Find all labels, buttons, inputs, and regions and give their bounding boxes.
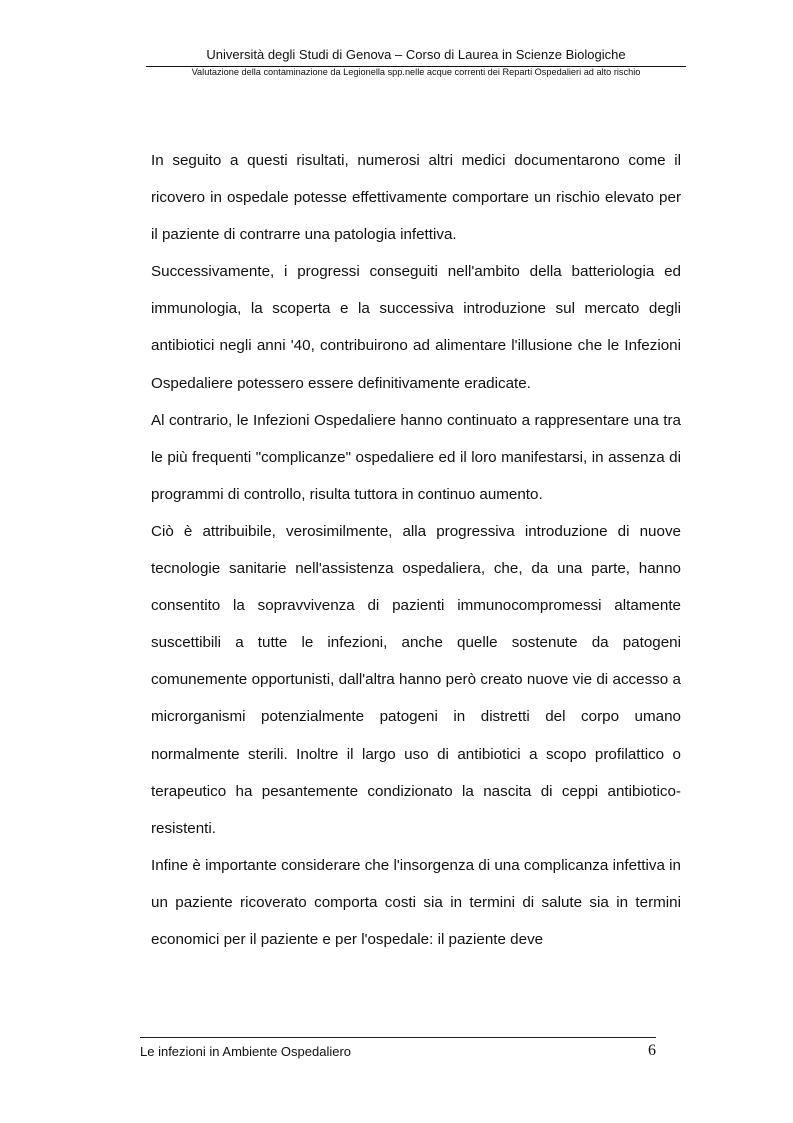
paragraph: In seguito a questi risultati, numerosi altri medici documentarono come il ricovero in ospedale potesse effettivamente comportare un rischio elevato per il paziente di contrarre una patologia infettiva.: [151, 152, 681, 244]
paragraph: Al contrario, le Infezioni Ospedaliere hanno continuato a rappresentare una tra le più frequenti "complicanze" ospedaliere ed il loro manifestarsi, in assenza di programmi di controllo, risulta tuttora in continuo aumento.: [151, 411, 681, 503]
paragraph: Successivamente, i progressi conseguiti nell'ambito della batteriologia ed immunologia, la scoperta e la successiva introduzione sul mercato degli antibiotici negli anni '40, contribuirono ad alimentare l'illusione che le Infezioni Ospedaliere potessero essere definitivamente eradicate.: [151, 263, 681, 392]
footer-text: Le infezioni in Ambiente Ospedaliero: [140, 1044, 352, 1059]
paragraph: Ciò è attribuibile, verosimilmente, alla progressiva introduzione di nuove tecnologie sanitarie nell'assistenza ospedaliera, che, da una parte, hanno consentito la sopravvivenza di pazienti immunocompromessi altamente suscettibili a tutte le infezioni, anche quelle sostenute da patogeni comunemente opportunisti, dall'altra hanno però creato nuove vie di accesso a microrganismi potenzialmente patogeni in distretti del corpo umano normalmente sterili. Inoltre il largo uso di antibiotici a scopo profilattico o terapeutico ha pesantemente condizionato la nascita di ceppi antibiotico-resistenti.: [151, 522, 681, 837]
page-number: 6: [648, 1042, 656, 1059]
paragraph: Infine è importante considerare che l'insorgenza di una complicanza infettiva in un paziente ricoverato comporta costi sia in termini di salute sia in termini economici per il paziente e per l'ospedale: il paziente deve: [151, 856, 681, 948]
header-subtitle: Valutazione della contaminazione da Legionella spp.nelle acque correnti dei Reparti Ospedalieri ad alto rischio: [146, 66, 686, 79]
body-text: [151, 142, 681, 958]
header-title: Università degli Studi di Genova – Corso di Laurea in Scienze Biologiche: [206, 47, 626, 62]
footer-divider: [140, 1037, 656, 1038]
